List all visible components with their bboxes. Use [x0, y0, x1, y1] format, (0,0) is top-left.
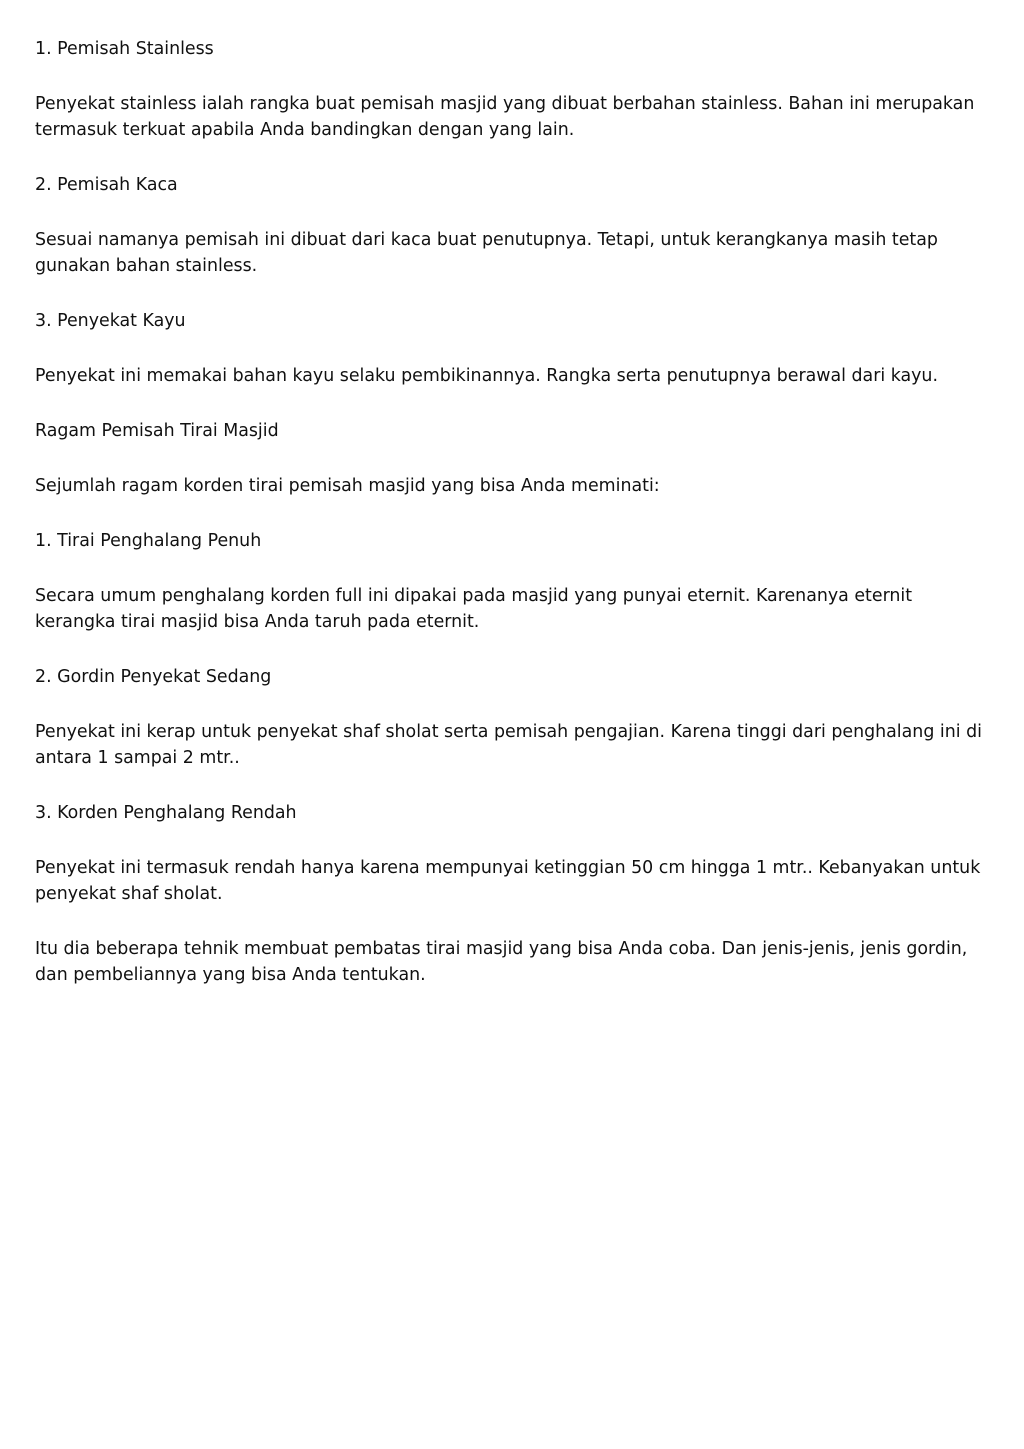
paragraph-pemisah-kaca: Sesuai namanya pemisah ini dibuat dari kaca buat penutupnya. Tetapi, untuk kerangkanya masih tetap gunakan bahan stainless. — [35, 230, 938, 276]
document-body — [35, 36, 995, 1017]
heading-gordin-penyekat-sedang: 2. Gordin Penyekat Sedang — [35, 667, 272, 687]
paragraph-penyekat-kayu: Penyekat ini memakai bahan kayu selaku pembikinannya. Rangka serta penutupnya berawal dari kayu. — [35, 366, 938, 386]
heading-penyekat-kayu: 3. Penyekat Kayu — [35, 311, 186, 331]
paragraph-korden-penghalang-rendah: Penyekat ini termasuk rendah hanya karena mempunyai ketinggian 50 cm hingga 1 mtr.. Kebanyakan untuk penyekat shaf sholat. — [35, 858, 981, 904]
paragraph-tirai-penghalang-penuh: Secara umum penghalang korden full ini dipakai pada masjid yang punyai eternit. Karenanya eternit kerangka tirai masjid bisa Anda taruh pada eternit. — [35, 586, 913, 632]
heading-ragam-pemisah-tirai: Ragam Pemisah Tirai Masjid — [35, 421, 279, 441]
heading-korden-penghalang-rendah: 3. Korden Penghalang Rendah — [35, 803, 297, 823]
heading-pemisah-kaca: 2. Pemisah Kaca — [35, 175, 178, 195]
heading-pemisah-stainless: 1. Pemisah Stainless — [35, 39, 214, 59]
paragraph-ragam-intro: Sejumlah ragam korden tirai pemisah masjid yang bisa Anda meminati: — [35, 476, 660, 496]
paragraph-pemisah-stainless: Penyekat stainless ialah rangka buat pemisah masjid yang dibuat berbahan stainless. Bahan ini merupakan termasuk terkuat apabila Anda bandingkan dengan yang lain. — [35, 94, 975, 140]
paragraph-gordin-penyekat-sedang: Penyekat ini kerap untuk penyekat shaf sholat serta pemisah pengajian. Karena tinggi dari penghalang ini di antara 1 sampai 2 mtr.. — [35, 722, 982, 768]
heading-tirai-penghalang-penuh: 1. Tirai Penghalang Penuh — [35, 531, 262, 551]
paragraph-closing: Itu dia beberapa tehnik membuat pembatas tirai masjid yang bisa Anda coba. Dan jenis-jenis, jenis gordin, dan pembeliannya yang bisa Anda tentukan. — [35, 939, 968, 985]
